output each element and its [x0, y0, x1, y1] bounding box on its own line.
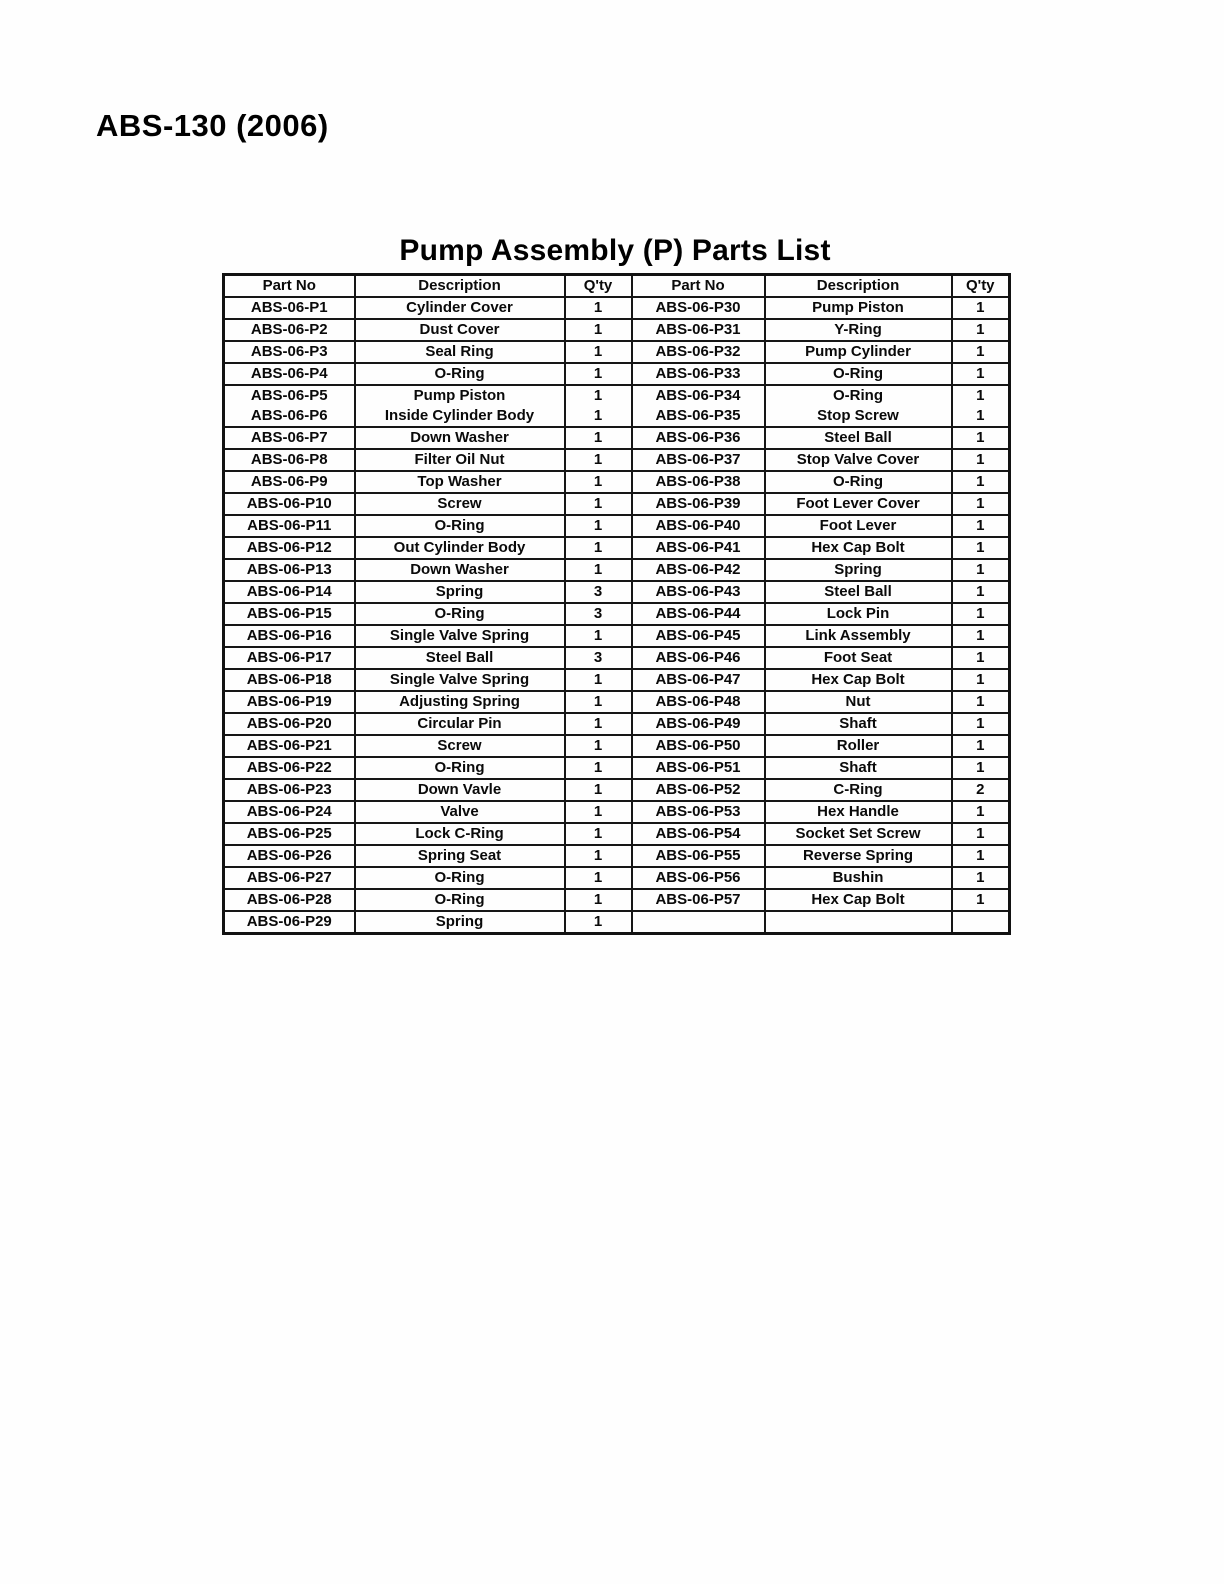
part-no-cell: ABS-06-P7	[224, 427, 355, 449]
part-no-cell: ABS-06-P24	[224, 801, 355, 823]
qty-cell: 1	[565, 471, 632, 493]
description-cell: Nut	[765, 691, 952, 713]
description-cell: Down Washer	[355, 559, 565, 581]
description-cell: O-Ring	[355, 603, 565, 625]
part-no-cell: ABS-06-P6	[224, 406, 355, 427]
table-row	[224, 625, 1010, 647]
description-cell: Socket Set Screw	[765, 823, 952, 845]
table-row	[224, 319, 1010, 341]
description-cell: Shaft	[765, 757, 952, 779]
qty-cell: 1	[952, 801, 1010, 823]
part-no-cell: ABS-06-P3	[224, 341, 355, 363]
qty-cell: 1	[952, 603, 1010, 625]
part-no-cell: ABS-06-P14	[224, 581, 355, 603]
description-cell: Steel Ball	[355, 647, 565, 669]
description-cell: Foot Lever	[765, 515, 952, 537]
part-no-cell: ABS-06-P26	[224, 845, 355, 867]
qty-cell: 1	[565, 427, 632, 449]
qty-cell: 3	[565, 647, 632, 669]
qty-cell: 1	[952, 363, 1010, 385]
description-cell: Foot Lever Cover	[765, 493, 952, 515]
description-cell: Inside Cylinder Body	[355, 406, 565, 427]
qty-cell: 1	[952, 297, 1010, 319]
part-no-cell: ABS-06-P30	[632, 297, 765, 319]
qty-cell: 2	[952, 779, 1010, 801]
table-row	[224, 801, 1010, 823]
part-no-cell: ABS-06-P37	[632, 449, 765, 471]
part-no-cell: ABS-06-P31	[632, 319, 765, 341]
description-cell	[765, 911, 952, 934]
part-no-cell: ABS-06-P27	[224, 867, 355, 889]
part-no-cell: ABS-06-P38	[632, 471, 765, 493]
description-cell: Spring	[355, 581, 565, 603]
qty-cell: 1	[952, 385, 1010, 406]
col-header-part-no-left: Part No	[224, 275, 355, 298]
part-no-cell: ABS-06-P43	[632, 581, 765, 603]
qty-cell: 1	[565, 537, 632, 559]
part-no-cell: ABS-06-P49	[632, 713, 765, 735]
qty-cell: 1	[952, 669, 1010, 691]
qty-cell: 1	[952, 735, 1010, 757]
table-row	[224, 823, 1010, 845]
part-no-cell: ABS-06-P57	[632, 889, 765, 911]
description-cell: Spring	[355, 911, 565, 934]
table-row	[224, 779, 1010, 801]
qty-cell: 1	[565, 735, 632, 757]
qty-cell: 1	[565, 911, 632, 934]
qty-cell: 1	[565, 823, 632, 845]
description-cell: Seal Ring	[355, 341, 565, 363]
part-no-cell: ABS-06-P29	[224, 911, 355, 934]
description-cell: O-Ring	[355, 889, 565, 911]
qty-cell: 1	[952, 889, 1010, 911]
part-no-cell: ABS-06-P11	[224, 515, 355, 537]
description-cell: Top Washer	[355, 471, 565, 493]
description-cell: Screw	[355, 493, 565, 515]
col-header-part-no-right: Part No	[632, 275, 765, 298]
qty-cell: 1	[565, 889, 632, 911]
part-no-cell: ABS-06-P21	[224, 735, 355, 757]
part-no-cell: ABS-06-P16	[224, 625, 355, 647]
description-cell: Stop Valve Cover	[765, 449, 952, 471]
qty-cell: 1	[952, 449, 1010, 471]
description-cell: Link Assembly	[765, 625, 952, 647]
table-title: Pump Assembly (P) Parts List	[399, 234, 831, 267]
qty-cell: 1	[565, 691, 632, 713]
part-no-cell: ABS-06-P42	[632, 559, 765, 581]
qty-cell: 3	[565, 603, 632, 625]
part-no-cell: ABS-06-P17	[224, 647, 355, 669]
qty-cell: 1	[952, 406, 1010, 427]
parts-list-section	[222, 234, 1008, 935]
table-row	[224, 669, 1010, 691]
qty-cell: 1	[952, 625, 1010, 647]
description-cell: O-Ring	[765, 471, 952, 493]
part-no-cell: ABS-06-P2	[224, 319, 355, 341]
part-no-cell: ABS-06-P8	[224, 449, 355, 471]
qty-cell: 1	[565, 801, 632, 823]
table-row	[224, 341, 1010, 363]
col-header-description-right: Description	[765, 275, 952, 298]
table-row	[224, 449, 1010, 471]
description-cell: O-Ring	[355, 515, 565, 537]
part-no-cell	[632, 911, 765, 934]
part-no-cell: ABS-06-P39	[632, 493, 765, 515]
table-row	[224, 537, 1010, 559]
part-no-cell: ABS-06-P15	[224, 603, 355, 625]
header-row	[224, 275, 1010, 298]
description-cell: Shaft	[765, 713, 952, 735]
col-header-qty-right: Q'ty	[952, 275, 1010, 298]
part-no-cell: ABS-06-P5	[224, 385, 355, 406]
part-no-cell: ABS-06-P18	[224, 669, 355, 691]
part-no-cell: ABS-06-P47	[632, 669, 765, 691]
description-cell: Stop Screw	[765, 406, 952, 427]
qty-cell: 1	[952, 319, 1010, 341]
description-cell: Reverse Spring	[765, 845, 952, 867]
qty-cell: 1	[952, 515, 1010, 537]
description-cell: Pump Piston	[355, 385, 565, 406]
table-row	[224, 647, 1010, 669]
qty-cell: 1	[565, 363, 632, 385]
description-cell: Out Cylinder Body	[355, 537, 565, 559]
qty-cell: 1	[565, 669, 632, 691]
qty-cell: 1	[952, 757, 1010, 779]
table-row	[224, 757, 1010, 779]
qty-cell: 1	[952, 559, 1010, 581]
table-row	[224, 911, 1010, 934]
part-no-cell: ABS-06-P9	[224, 471, 355, 493]
qty-cell: 1	[952, 647, 1010, 669]
parts-table	[222, 273, 1011, 935]
description-cell: Lock Pin	[765, 603, 952, 625]
description-cell: Cylinder Cover	[355, 297, 565, 319]
part-no-cell: ABS-06-P36	[632, 427, 765, 449]
table-row	[224, 471, 1010, 493]
table-row	[224, 363, 1010, 385]
qty-cell: 1	[952, 537, 1010, 559]
description-cell: Filter Oil Nut	[355, 449, 565, 471]
qty-cell: 1	[565, 779, 632, 801]
description-cell: Adjusting Spring	[355, 691, 565, 713]
description-cell: Steel Ball	[765, 427, 952, 449]
part-no-cell: ABS-06-P1	[224, 297, 355, 319]
part-no-cell: ABS-06-P4	[224, 363, 355, 385]
qty-cell: 1	[565, 515, 632, 537]
table-row	[224, 406, 1010, 427]
description-cell: Single Valve Spring	[355, 625, 565, 647]
part-no-cell: ABS-06-P13	[224, 559, 355, 581]
part-no-cell: ABS-06-P25	[224, 823, 355, 845]
col-header-description-left: Description	[355, 275, 565, 298]
qty-cell: 1	[565, 341, 632, 363]
qty-cell: 1	[565, 319, 632, 341]
part-no-cell: ABS-06-P33	[632, 363, 765, 385]
parts-table-body	[224, 297, 1010, 934]
part-no-cell: ABS-06-P40	[632, 515, 765, 537]
table-row	[224, 559, 1010, 581]
description-cell: Pump Cylinder	[765, 341, 952, 363]
table-row	[224, 493, 1010, 515]
description-cell: C-Ring	[765, 779, 952, 801]
qty-cell: 1	[952, 691, 1010, 713]
description-cell: Steel Ball	[765, 581, 952, 603]
description-cell: Hex Cap Bolt	[765, 669, 952, 691]
qty-cell: 1	[952, 471, 1010, 493]
part-no-cell: ABS-06-P22	[224, 757, 355, 779]
description-cell: Down Washer	[355, 427, 565, 449]
qty-cell: 1	[565, 385, 632, 406]
description-cell: Lock C-Ring	[355, 823, 565, 845]
part-no-cell: ABS-06-P10	[224, 493, 355, 515]
part-no-cell: ABS-06-P45	[632, 625, 765, 647]
qty-cell: 1	[565, 449, 632, 471]
description-cell: Valve	[355, 801, 565, 823]
qty-cell: 1	[565, 625, 632, 647]
description-cell: O-Ring	[355, 757, 565, 779]
qty-cell: 3	[565, 581, 632, 603]
part-no-cell: ABS-06-P12	[224, 537, 355, 559]
part-no-cell: ABS-06-P23	[224, 779, 355, 801]
part-no-cell: ABS-06-P51	[632, 757, 765, 779]
description-cell: Spring	[765, 559, 952, 581]
description-cell: Roller	[765, 735, 952, 757]
part-no-cell: ABS-06-P53	[632, 801, 765, 823]
qty-cell: 1	[952, 493, 1010, 515]
description-cell: O-Ring	[765, 385, 952, 406]
description-cell: Down Vavle	[355, 779, 565, 801]
table-row	[224, 867, 1010, 889]
qty-cell: 1	[952, 341, 1010, 363]
description-cell: Dust Cover	[355, 319, 565, 341]
part-no-cell: ABS-06-P50	[632, 735, 765, 757]
part-no-cell: ABS-06-P35	[632, 406, 765, 427]
description-cell: Single Valve Spring	[355, 669, 565, 691]
part-no-cell: ABS-06-P41	[632, 537, 765, 559]
qty-cell: 1	[952, 581, 1010, 603]
description-cell: Hex Cap Bolt	[765, 537, 952, 559]
qty-cell	[952, 911, 1010, 934]
part-no-cell: ABS-06-P44	[632, 603, 765, 625]
qty-cell: 1	[565, 845, 632, 867]
qty-cell: 1	[565, 493, 632, 515]
part-no-cell: ABS-06-P54	[632, 823, 765, 845]
table-row	[224, 385, 1010, 406]
qty-cell: 1	[565, 297, 632, 319]
description-cell: O-Ring	[765, 363, 952, 385]
qty-cell: 1	[952, 823, 1010, 845]
description-cell: Y-Ring	[765, 319, 952, 341]
qty-cell: 1	[565, 406, 632, 427]
description-cell: Hex Handle	[765, 801, 952, 823]
part-no-cell: ABS-06-P56	[632, 867, 765, 889]
table-row	[224, 713, 1010, 735]
description-cell: Foot Seat	[765, 647, 952, 669]
description-cell: O-Ring	[355, 867, 565, 889]
qty-cell: 1	[565, 867, 632, 889]
qty-cell: 1	[952, 427, 1010, 449]
table-row	[224, 889, 1010, 911]
description-cell: Bushin	[765, 867, 952, 889]
document-title: ABS-130 (2006)	[96, 108, 329, 143]
table-row	[224, 427, 1010, 449]
table-row	[224, 297, 1010, 319]
description-cell: Circular Pin	[355, 713, 565, 735]
part-no-cell: ABS-06-P19	[224, 691, 355, 713]
table-row	[224, 603, 1010, 625]
description-cell: Hex Cap Bolt	[765, 889, 952, 911]
col-header-qty-left: Q'ty	[565, 275, 632, 298]
part-no-cell: ABS-06-P46	[632, 647, 765, 669]
description-cell: Screw	[355, 735, 565, 757]
qty-cell: 1	[952, 713, 1010, 735]
part-no-cell: ABS-06-P52	[632, 779, 765, 801]
description-cell: O-Ring	[355, 363, 565, 385]
table-row	[224, 581, 1010, 603]
qty-cell: 1	[952, 845, 1010, 867]
table-row	[224, 735, 1010, 757]
description-cell: Spring Seat	[355, 845, 565, 867]
description-cell: Pump Piston	[765, 297, 952, 319]
qty-cell: 1	[952, 867, 1010, 889]
part-no-cell: ABS-06-P20	[224, 713, 355, 735]
part-no-cell: ABS-06-P48	[632, 691, 765, 713]
qty-cell: 1	[565, 757, 632, 779]
table-row	[224, 515, 1010, 537]
qty-cell: 1	[565, 559, 632, 581]
table-row	[224, 845, 1010, 867]
part-no-cell: ABS-06-P32	[632, 341, 765, 363]
part-no-cell: ABS-06-P55	[632, 845, 765, 867]
qty-cell: 1	[565, 713, 632, 735]
table-row	[224, 691, 1010, 713]
part-no-cell: ABS-06-P34	[632, 385, 765, 406]
part-no-cell: ABS-06-P28	[224, 889, 355, 911]
